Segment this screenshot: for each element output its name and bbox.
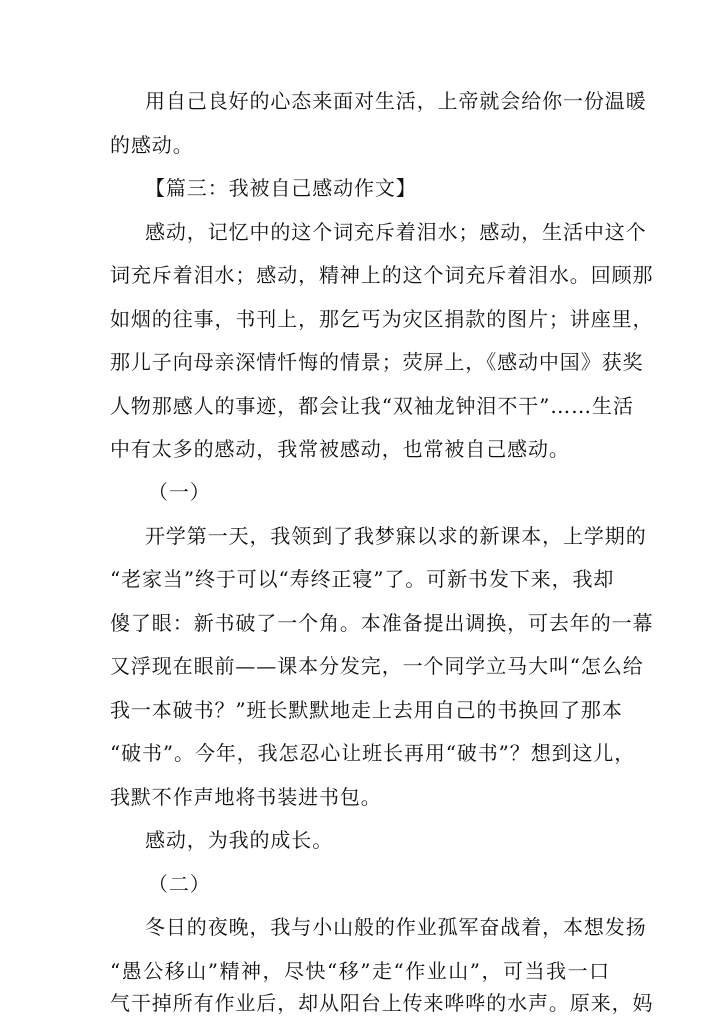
paragraph-line: 用自己良好的心态来面对生活，上帝就会给你一份温暖 [145,89,647,113]
paragraph-line: 词充斥着泪水；感动，精神上的这个词充斥着泪水。回顾那 [110,263,654,287]
paragraph-line: 冬日的夜晚，我与小山般的作业孤军奋战着，本想发扬 [145,915,647,939]
paragraph-line: “老家当”终于可以“寿终正寝”了。可新书发下来，我却 [110,567,615,591]
paragraph-line: 我一本破书？”班长默默地走上去用自己的书换回了那本 [110,698,623,722]
paragraph-line: 感动，记忆中的这个词充斥着泪水；感动，生活中这个 [145,220,647,244]
section-heading: 【篇三：我被自己感动作文】 [145,176,417,200]
paragraph-line: 感动，为我的成长。 [145,828,334,852]
paragraph-line: 那儿子向母亲深情忏悔的情景；荧屏上，《感动中国》获奖 [110,350,644,374]
section-number: （一） [148,480,211,504]
paragraph-line: 傻了眼：新书破了一个角。本准备提出调换，可去年的一幕 [110,611,654,635]
section-number: （二） [148,872,211,896]
paragraph-line: 中有太多的感动，我常被感动，也常被自己感动。 [110,437,570,461]
paragraph-line: 的感动。 [110,133,194,157]
paragraph-line: 如烟的往事，书刊上，那乞丐为灾区捐款的图片；讲座里， [110,307,654,331]
paragraph-line: 又浮现在眼前——课本分发完，一个同学立马大叫“怎么给 [110,654,644,678]
paragraph-line: 气干掉所有作业后，却从阳台上传来哗哗的水声。原来，妈 [110,991,654,1015]
paragraph-line: “破书”。今年，我怎忍心让班长再用“破书”？想到这儿， [110,741,636,765]
paragraph-line: 人物那感人的事迹，都会让我“双袖龙钟泪不干”……生活 [110,394,634,418]
paragraph-line: 我默不作声地将书装进书包。 [110,785,382,809]
paragraph-line: “愚公移山”精神，尽快“移”走“作业山”，可当我一口 [110,959,610,983]
paragraph-line: 开学第一天，我领到了我梦寐以求的新课本，上学期的 [145,524,647,548]
